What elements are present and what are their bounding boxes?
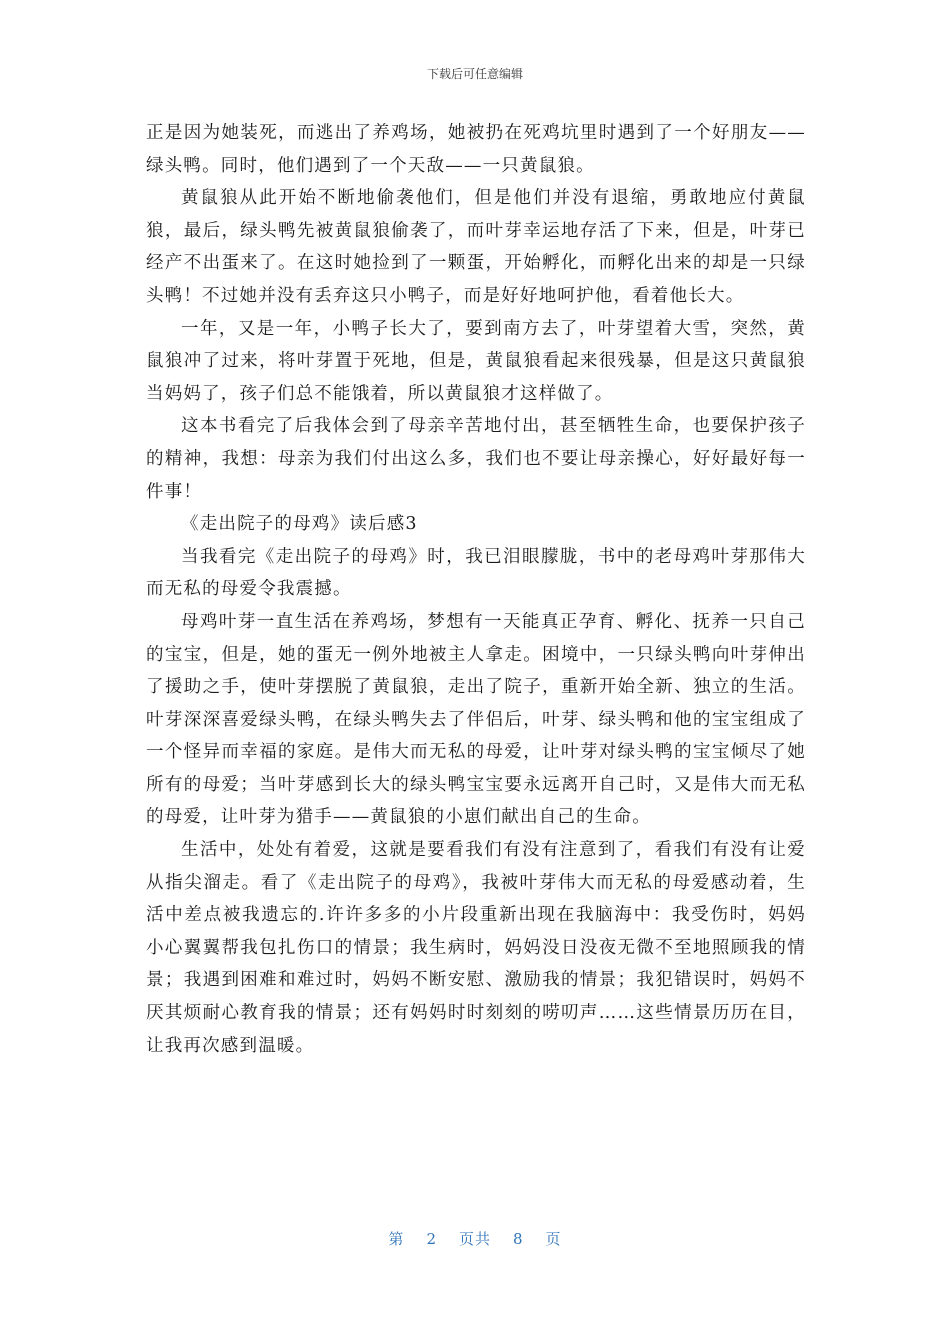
page-header: 下载后可任意编辑 bbox=[426, 67, 523, 81]
paragraph-5: 当我看完《走出院子的母鸡》时，我已泪眼朦胧，书中的老母鸡叶芽那伟大而无私的母爱令我震撼。 bbox=[146, 546, 806, 600]
paragraph-1: 正是因为她装死，而逃出了养鸡场，她被扔在死鸡坑里时遇到了一个好朋友——绿头鸭。同时，他们遇到了一个天敌——一只黄鼠狼。 bbox=[146, 123, 806, 176]
page-footer bbox=[0, 1228, 950, 1249]
footer-middle: 页共 bbox=[458, 1230, 491, 1248]
footer-page-number: 2 bbox=[426, 1230, 437, 1248]
paragraph-3: 一年，又是一年，小鸭子长大了，要到南方去了，叶芽望着大雪，突然，黄鼠狼冲了过来，将叶芽置于死地，但是，黄鼠狼看起来很残暴，但是这只黄鼠狼当妈妈了，孩子们总不能饿着，所以黄鼠狼才这样做了。 bbox=[146, 318, 806, 404]
paragraph-6: 母鸡叶芽一直生活在养鸡场，梦想有一天能真正孕育、孵化、抚养一只自己的宝宝，但是，她的蛋无一例外地被主人拿走。困境中，一只绿头鸭向叶芽伸出了援助之手，使叶芽摆脱了黄鼠狼，走出了院子，重新开始全新、独立的生活。叶芽深深喜爱绿头鸭，在绿头鸭失去了伴侣后，叶芽、绿头鸭和他的宝宝组成了一个怪异而幸福的家庭。是伟大而无私的母爱，让叶芽对绿头鸭的宝宝倾尽了她所有的母爱；当叶芽感到长大的绿头鸭宝宝要永远离开自己时，又是伟大而无私的母爱，让叶芽为猎手——黄鼠狼的小崽们献出自己的生命。 bbox=[146, 611, 806, 828]
paragraph-4: 这本书看完了后我体会到了母亲辛苦地付出，甚至牺牲生命，也要保护孩子的精神，我想：母亲为我们付出这么多，我们也不要让母亲操心，好好最好每一件事！ bbox=[146, 416, 806, 502]
paragraph-2: 黄鼠狼从此开始不断地偷袭他们，但是他们并没有退缩，勇敢地应付黄鼠狼，最后，绿头鸭先被黄鼠狼偷袭了，而叶芽幸运地存活了下来，但是，叶芽已经产不出蛋来了。在这时她捡到了一颗蛋，开始孵化，而孵化出来的却是一只绿头鸭！不过她并没有丢弃这只小鸭子，而是好好地呵护他，看着他长大。 bbox=[146, 188, 806, 306]
section-heading: 《走出院子的母鸡》读后感3 bbox=[181, 514, 418, 535]
footer-prefix: 第 bbox=[388, 1230, 405, 1248]
paragraph-7: 生活中，处处有着爱，这就是要看我们有没有注意到了，看我们有没有让爱从指尖溜走。看了《走出院子的母鸡》，我被叶芽伟大而无私的母爱感动着，生活中差点被我遗忘的.许许多多的小片段重新出现在我脑海中：我受伤时，妈妈小心翼翼帮我包扎伤口的情景；我生病时，妈妈没日没夜无微不至地照顾我的情景；我遇到困难和难过时，妈妈不断安慰、激励我的情景；我犯错误时，妈妈不厌其烦耐心教育我的情景；还有妈妈时时刻刻的唠叨声……这些情景历历在目，让我再次感到温暖。 bbox=[146, 840, 806, 1056]
footer-suffix: 页 bbox=[545, 1230, 562, 1248]
document-body bbox=[146, 117, 806, 1062]
footer-total-pages: 8 bbox=[513, 1230, 524, 1248]
